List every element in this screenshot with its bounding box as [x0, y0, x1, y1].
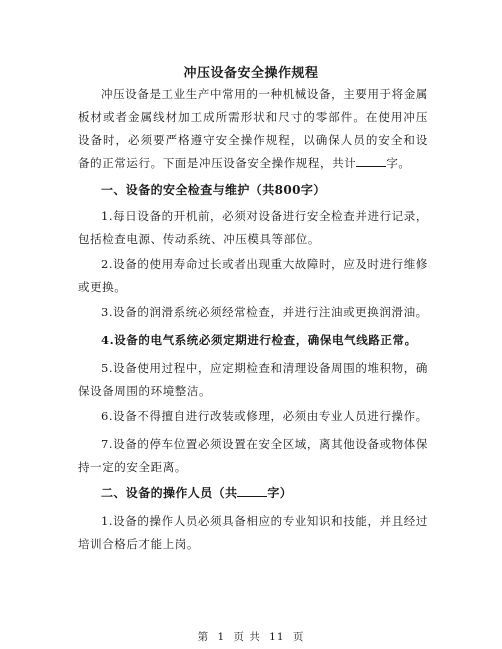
footer-prefix: 第: [197, 631, 210, 643]
footer-total-pages: 11: [269, 631, 285, 643]
footer-middle: 页 共: [233, 631, 261, 643]
section-1-heading: 一、设备的安全检查与维护（共800字）: [101, 183, 326, 197]
footer-suffix: 页: [292, 631, 305, 643]
word-count-blank: [356, 156, 386, 167]
section-1-item-6: 6.设备不得擅自进行改装或修理，必须由专业人员进行操作。: [101, 409, 428, 423]
intro-text-end: 字。: [386, 156, 411, 170]
section-1-item-1: 1.每日设备的开机前，必须对设备进行安全检查并进行记录，包括检查电源、传动系统、冲压模具等部位。: [78, 209, 428, 246]
section-2-item-1: 1.设备的操作人员必须具备相应的专业知识和技能，并且经过培训合格后才能上岗。: [78, 514, 428, 551]
section-2-count-blank: [237, 486, 267, 497]
section-2-heading-end: 字）: [267, 486, 293, 500]
footer-page-number: 1: [217, 631, 226, 643]
intro-text: 冲压设备是工业生产中常用的一种机械设备，主要用于将金属板材或者金属线材加工成所需形状和尺寸的零部件。在使用冲压设备时，必须要严格遵守安全操作规程，以确保人员的安全和设备的正常运行。下面是冲压设备安全操作规程，共计: [78, 87, 428, 170]
section-2-heading: [101, 482, 292, 505]
section-1-item-3: 3.设备的润滑系统必须经常检查，并进行注油或更换润滑油。: [101, 305, 428, 319]
section-1-item-4: 4.设备的电气系统必须定期进行检查，确保电气线路正常。: [101, 333, 417, 347]
section-2-heading-text: 二、设备的操作人员（共: [101, 486, 238, 500]
section-1-item-7: 7.设备的停车位置必须设置在安全区域，离其他设备或物体保持一定的安全距离。: [78, 437, 428, 474]
intro-paragraph: [78, 83, 428, 175]
page-footer: [0, 629, 502, 644]
section-1-item-2: 2.设备的使用寿命过长或者出现重大故障时，应及时进行维修或更换。: [78, 257, 428, 294]
section-1-item-5: 5.设备使用过程中，应定期检查和清理设备周围的堆积物，确保设备周围的环境整洁。: [78, 361, 428, 398]
document-title: 冲压设备安全操作规程: [183, 66, 319, 81]
